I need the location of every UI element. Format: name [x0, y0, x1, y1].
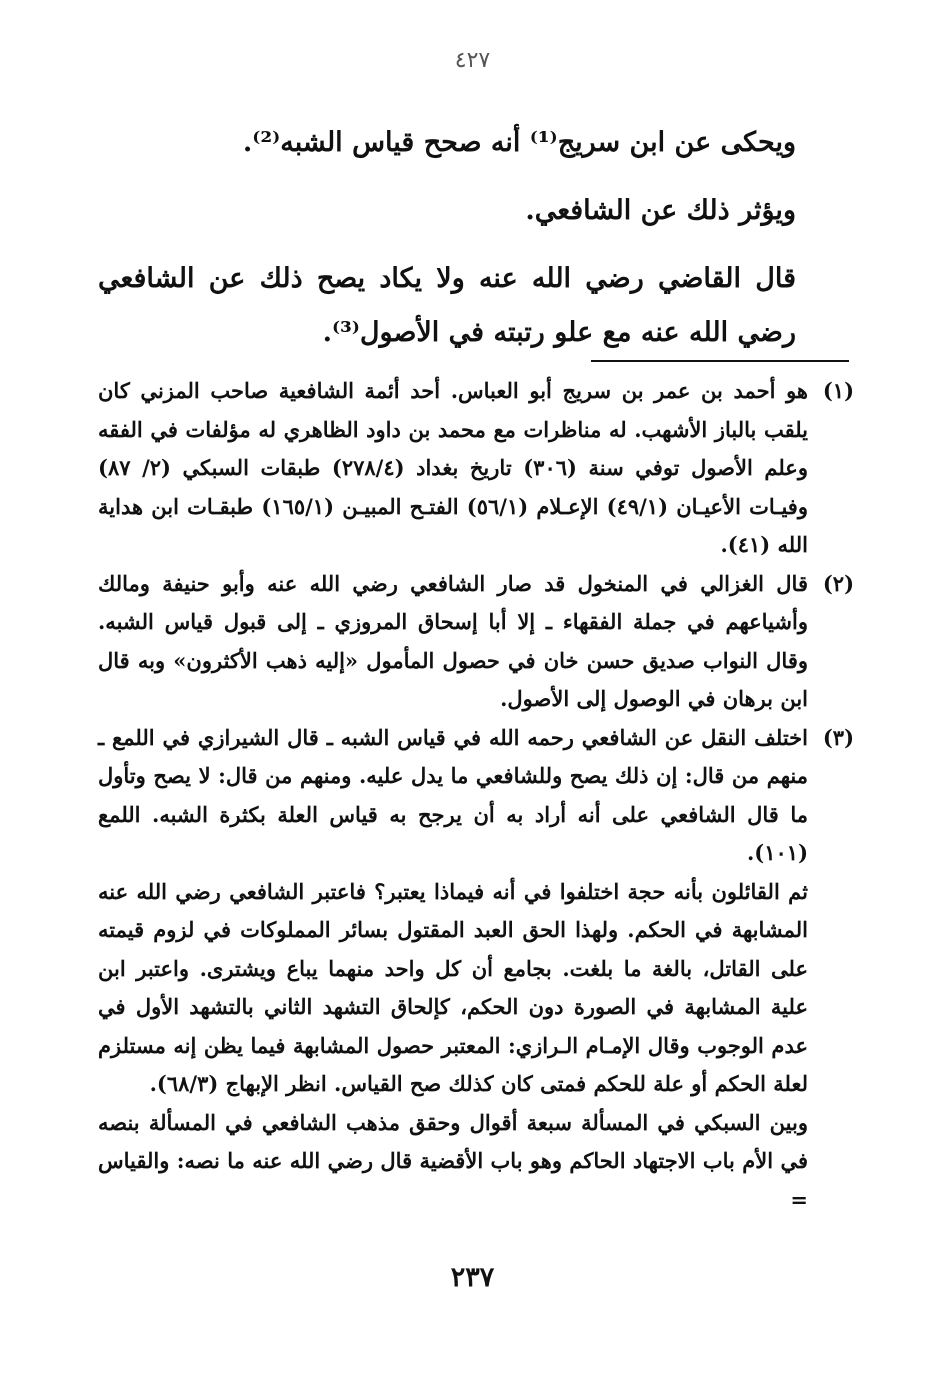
footnote-text: هو أحمد بن عمر بن سريج أبو العباس. أحد أئمة الشافعية صاحب المزني كان يلقب بالباز الأشهب. له مناظرات مع محمد بن داود الظاهري له مؤلفات في الفقه وعلم الأصول توفي سنة (٣٠٦) تاريخ بغداد (٢٧٨/٤) طبقات السبكي (٢/ ٨٧) وفيـات الأعيـان (٤٩/١) الإعـلام (٥٦/١) الفتـح المبيـن (١٦٥/١) طبقـات ابن هداية الله (٤١).: [98, 378, 808, 557]
footnote-number: (٢): [822, 570, 854, 596]
footnote-separator: [591, 360, 849, 362]
footnote-text: قال الغزالي في المنخول قد صار الشافعي رضي الله عنه وأبو حنيفة ومالك وأشياعهم في جملة الفقهاء ـ إلا أبا إسحاق المروزي ـ إلى قبول قياس الشبه. وقال النواب صديق حسن خان في حصول المأمول «إليه ذهب الأكثرون» وبه قال ابن برهان في الوصول إلى الأصول.: [98, 570, 808, 711]
footnote-2: [98, 565, 854, 719]
page-number: ٢٣٧: [450, 1262, 495, 1293]
footnote-3: [98, 719, 854, 1220]
footnote-text: ثم القائلون بأنه حجة اختلفوا في أنه فيماذا يعتبر؟ فاعتبر الشافعي رضي الله عنه المشابهة في الحكم. ولهذا الحق العبد المقتول بسائر المملوكات في لزوم قيمته على القاتل، بالغة ما بلغت. بجامع أن كل واحد منهما يباع ويشترى. واعتبر ابن علية المشابهة في الصورة دون الحكم، كإلحاق التشهد الثاني بالتشهد الأول في عدم الوجوب وقال الإمـام الـرازي: المعتبر حصول المشابهة فيما يظن إنه مستلزم لعلة الحكم أو علة للحكم فمتى كان كذلك صح القياس. انظر الإبهاج (٦٨/٣).: [98, 878, 808, 1096]
footnote-number: (١): [822, 378, 854, 403]
footnotes: [98, 372, 854, 1219]
main-paragraph-1: ويحكى عن ابن سريج⁽¹⁾ أنه صحح قياس الشبه⁽²⁾.: [242, 127, 796, 158]
footnote-text: اختلف النقل عن الشافعي رحمه الله في قياس الشبه ـ قال الشيرازي في اللمع ـ منهم من قال: إن ذلك يصح وللشافعي ما يدل عليه. ومنهم من قال: لا يصح وتأول ما قال الشافعي على أنه أراد به أن يرجح به قياس العلة بكثرة الشبه. اللمع (١٠١).: [98, 724, 809, 865]
running-head: ٤٢٧: [454, 48, 491, 73]
footnote-text: وبين السبكي في المسألة سبعة أقوال وحقق مذهب الشافعي في المسألة بنصه في الأم باب الاجتهاد الحاكم وهو باب الأقضية قال رضي الله عنه ما نصه: والقياس =: [98, 1109, 808, 1212]
main-paragraph-2: ويؤثر ذلك عن الشافعي.: [525, 195, 796, 226]
main-text: [98, 116, 854, 374]
footnote-1: [98, 372, 854, 565]
footnote-number: (٣): [822, 724, 854, 750]
main-paragraph-3: قال القاضي رضي الله عنه ولا يكاد يصح ذلك عن الشافعي رضي الله عنه مع علو رتبته في الأصول⁽³⁾.: [98, 263, 796, 348]
